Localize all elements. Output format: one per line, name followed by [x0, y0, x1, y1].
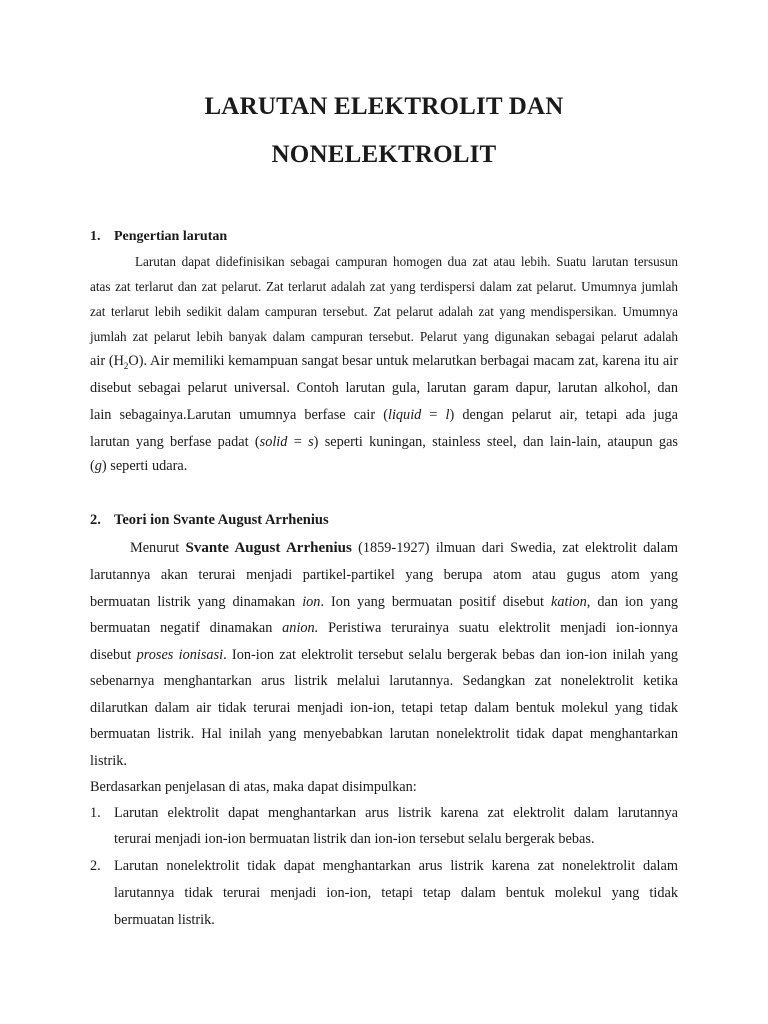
- text-run: larutan yang berfase padat (: [90, 434, 260, 450]
- text-run: bermuatan listrik yang dinamakan: [90, 594, 303, 610]
- italic-term: anion.: [282, 620, 319, 636]
- list-item-line: Larutan nonelektrolit tidak dapat menghantarkan arus listrik karena zat nonelektrolit dalam: [114, 858, 678, 874]
- section-2-title: Teori ion Svante August Arrhenius: [114, 512, 329, 528]
- title-line-2: NONELEKTROLIT: [271, 141, 497, 168]
- paragraph-line: zat terlarut lebih sedikit dalam campuran tersebut. Zat pelarut adalah zat yang mendispersikan. Umumnya: [90, 304, 678, 319]
- list-item-line: Larutan elektrolit dapat menghantarkan arus listrik karena zat elektrolit dalam larutannya: [114, 805, 678, 821]
- text-run: Peristiwa terurainya suatu elektrolit menjadi ion-ionnya: [318, 620, 678, 636]
- section-2-heading: [90, 512, 678, 528]
- paragraph-line: [90, 407, 678, 423]
- list-number: 2.: [90, 858, 101, 874]
- bold-name: Svante August Arrhenius: [185, 540, 352, 556]
- text-run: bermuatan negatif dinamakan: [90, 620, 283, 636]
- italic-term: solid: [259, 434, 288, 450]
- text-run: =: [287, 434, 309, 450]
- paragraph-line: [90, 353, 678, 374]
- paragraph-line: dilarutkan dalam air tidak terurai menjadi ion-ion, tetapi tetap dalam bentuk molekul yang tidak: [90, 700, 678, 716]
- text-run: ) seperti udara.: [101, 458, 188, 474]
- section-2-number: 2.: [90, 512, 101, 528]
- paragraph-line: sebenarnya menghantarkan arus listrik melalui larutannya. Sedangkan zat nonelektrolit ketika: [90, 673, 678, 689]
- list-number: 1.: [90, 805, 101, 821]
- paragraph-line: disebut sebagai pelarut universal. Contoh larutan gula, larutan garam dapur, larutan alkohol, dan: [90, 380, 678, 396]
- paragraph-line: [90, 620, 678, 636]
- text-run: Menurut: [130, 540, 186, 556]
- italic-term: l: [445, 407, 450, 423]
- list-item-line: terurai menjadi ion-ion bermuatan listrik dan ion-ion tersebut selalu bergerak bebas.: [114, 831, 595, 847]
- subscript: 2: [123, 360, 129, 371]
- italic-term: proses ionisasi: [136, 647, 224, 663]
- text-run: ) seperti kuningan, stainless steel, dan lain-lain, ataupun gas: [313, 434, 678, 450]
- text-run: (: [90, 458, 95, 474]
- title-line-1: LARUTAN ELEKTROLIT DAN: [204, 93, 564, 120]
- text-run: lain sebagainya.Larutan umumnya berfase cair (: [90, 407, 388, 423]
- list-item-line: larutannya tidak terurai menjadi ion-ion, tetapi tetap dalam bentuk molekul yang tidak: [114, 885, 678, 901]
- paragraph-line: atas zat terlarut dan zat pelarut. Zat terlarut adalah zat yang terdispersi dalam zat pelarut. Umumnya jumlah: [90, 279, 678, 294]
- italic-term: s: [308, 434, 314, 450]
- text-run: . Ion yang bermuatan positif disebut: [320, 594, 552, 610]
- paragraph-line: bermuatan listrik. Hal inilah yang menyebabkan larutan nonelektrolit tidak dapat menghantarkan: [90, 726, 678, 742]
- paragraph-line: [90, 458, 678, 474]
- italic-term: liquid: [387, 407, 422, 423]
- paragraph-line: [90, 647, 678, 663]
- paragraph-line: jumlah zat pelarut lebih banyak dalam campuran tersebut. Pelarut yang digunakan sebagai pelarut adalah: [90, 329, 678, 344]
- text-run: O). Air memiliki kemampuan sangat besar untuk melarutkan berbagai macam zat, karena itu air: [128, 353, 678, 369]
- paragraph-line: [90, 594, 678, 610]
- paragraph-line: [130, 540, 678, 556]
- section-1-title: Pengertian larutan: [114, 229, 228, 244]
- paragraph-line: larutannya akan terurai menjadi partikel-partikel yang berupa atom atau gugus atom yang: [90, 567, 678, 583]
- section-1-number: 1.: [90, 229, 101, 244]
- text-run: ) dengan pelarut air, tetapi ada juga: [449, 407, 678, 423]
- list-item-line: bermuatan listrik.: [114, 912, 215, 928]
- text-run: (1859-1927) ilmuan dari Swedia, zat elektrolit dalam: [351, 540, 679, 556]
- italic-term: g: [94, 458, 102, 474]
- paragraph-line: Larutan dapat didefinisikan sebagai campuran homogen dua zat atau lebih. Suatu larutan tersusun: [135, 254, 678, 269]
- text-run: disebut: [90, 647, 137, 663]
- text-run: , dan ion yang: [586, 594, 679, 610]
- text-run: . Ion-ion zat elektrolit tersebut selalu bergerak bebas dan ion-ion inilah yang: [223, 647, 678, 663]
- italic-term: kation: [551, 594, 587, 610]
- section-1-heading: [90, 229, 678, 245]
- paragraph-line: [90, 434, 678, 450]
- text-run: air (H: [90, 353, 124, 369]
- conclusion-intro: Berdasarkan penjelasan di atas, maka dapat disimpulkan:: [90, 779, 417, 795]
- italic-term: ion: [302, 594, 321, 610]
- paragraph-line: listrik.: [90, 753, 127, 769]
- text-run: =: [421, 407, 446, 423]
